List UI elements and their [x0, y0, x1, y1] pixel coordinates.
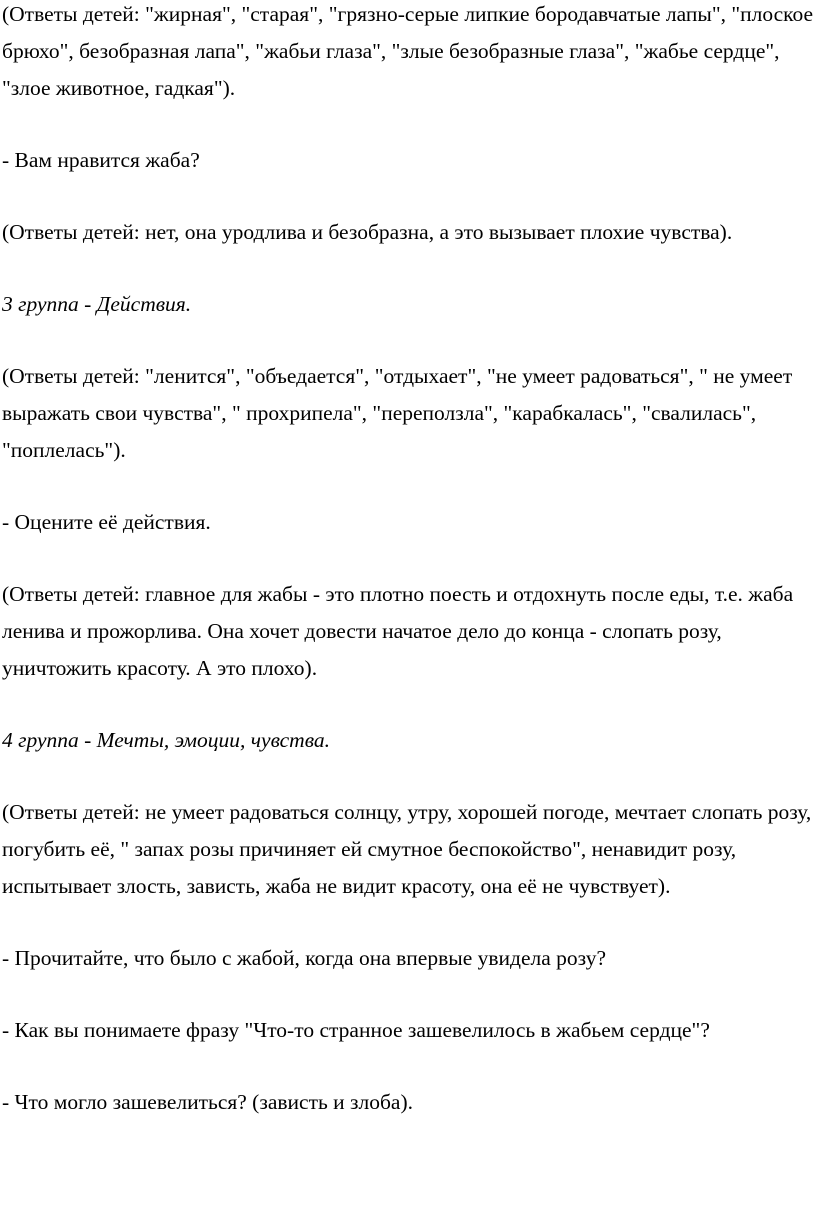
paragraph-question-evaluate-actions: - Оцените её действия. — [2, 510, 211, 534]
section-heading-group-4: 4 группа - Мечты, эмоции, чувства. — [2, 728, 331, 752]
paragraph-question-first-saw-rose: - Прочитайте, что было с жабой, когда она впервые увидела розу? — [2, 946, 606, 970]
paragraph-children-answers-feelings: (Ответы детей: нет, она уродлива и безобразна, а это вызывает плохие чувства). — [2, 220, 733, 244]
paragraph-question-phrase-meaning: - Как вы понимаете фразу "Что-то странное зашевелилось в жабьем сердце"? — [2, 1018, 710, 1042]
paragraph-children-answers-actions: (Ответы детей: "ленится", "объедается", "отдыхает", "не умеет радоваться", " не умеет выражать свои чувства", " прохрипела", "переползла", "карабкалась", "свалилась", "поплелась"). — [2, 364, 793, 462]
section-heading-group-3: 3 группа - Действия. — [2, 292, 192, 316]
paragraph-children-answers-appearance: (Ответы детей: "жирная", "старая", "грязно-серые липкие бородавчатые лапы", "плоское брюхо", безобразная лапа", "жабьи глаза", "злые безобразные глаза", "жабье сердце", "злое животное, гадкая"). — [2, 2, 814, 100]
paragraph-children-answers-evaluation: (Ответы детей: главное для жабы - это плотно поесть и отдохнуть после еды, т.е. жаба ленива и прожорлива. Она хочет довести начатое дело до конца - слопать розу, уничтожить красоту. А это плохо). — [2, 582, 794, 680]
paragraph-children-answers-emotions: (Ответы детей: не умеет радоваться солнцу, утру, хорошей погоде, мечтает слопать розу, погубить её, " запах розы причиняет ей смутное беспокойство", ненавидит розу, испытывает злость, зависть, жаба не видит красоту, она её не чувствует). — [2, 800, 812, 898]
paragraph-question-what-stirred: - Что могло зашевелиться? (зависть и злоба). — [2, 1090, 414, 1114]
paragraph-question-like-toad: - Вам нравится жаба? — [2, 148, 200, 172]
